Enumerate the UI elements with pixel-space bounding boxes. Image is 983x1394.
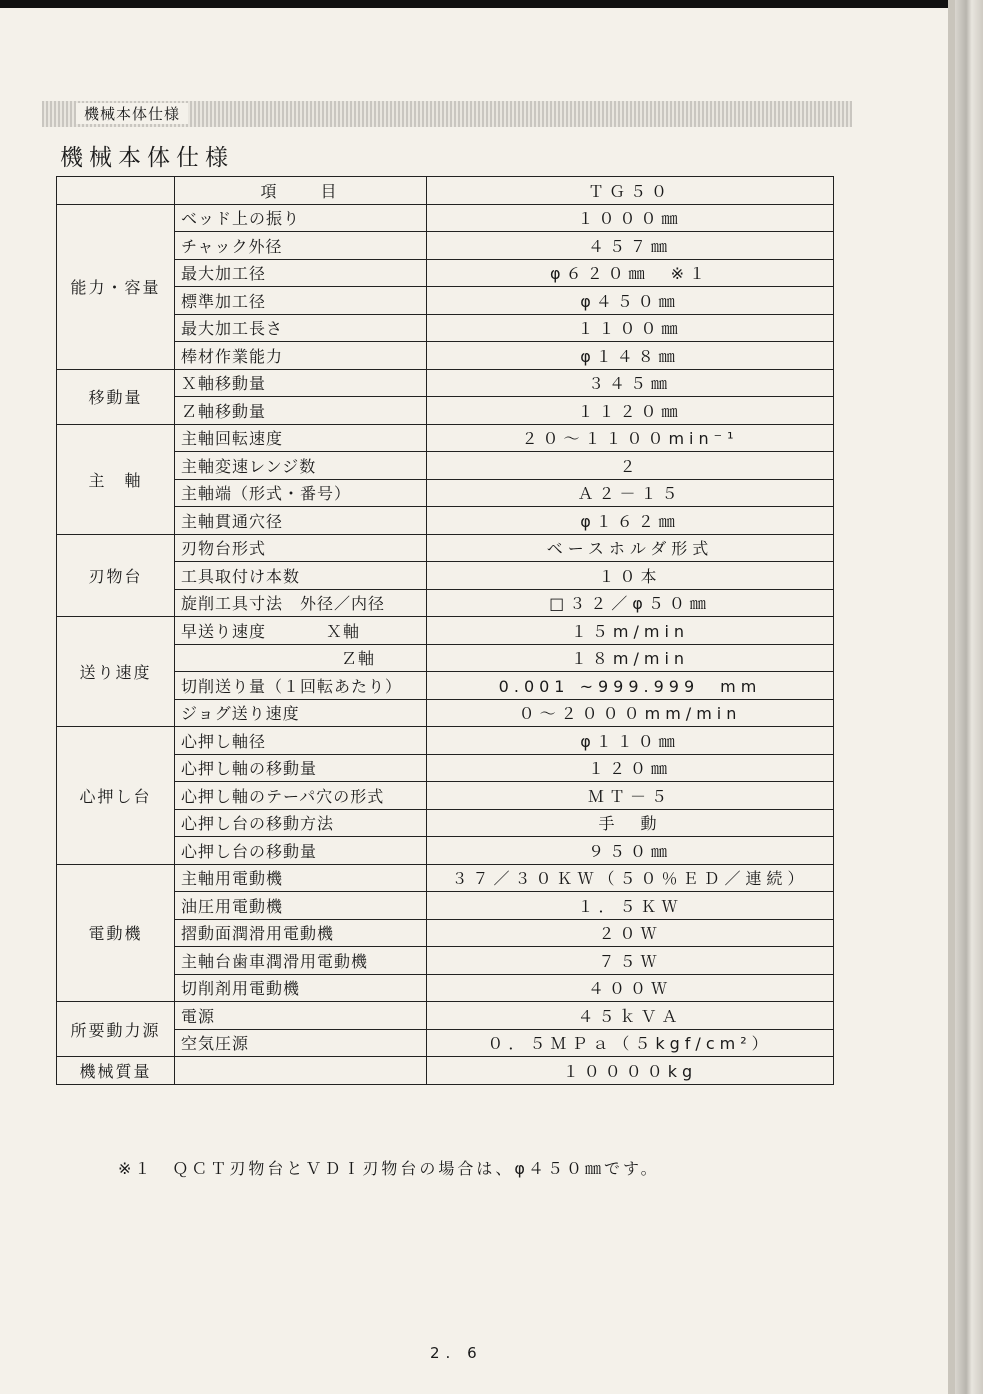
item-label: 心押し軸のテーパ穴の形式 — [181, 786, 385, 806]
item-cell — [175, 947, 427, 975]
table-row — [57, 534, 834, 562]
table-header-row — [57, 177, 834, 205]
item-cell — [175, 754, 427, 782]
item-label: 油圧用電動機 — [181, 896, 284, 916]
item-label: 主軸台歯車潤滑用電動機 — [181, 951, 369, 971]
value-cell: φ４５０㎜ — [427, 287, 834, 315]
value-cell: １００００kg — [427, 1057, 834, 1085]
item-cell — [175, 259, 427, 287]
section-header: 機械本体仕様 — [76, 103, 188, 124]
item-label: 心押し台の移動方法 — [181, 814, 335, 834]
page-title: 機械本体仕様 — [60, 145, 234, 171]
item-cell — [175, 672, 427, 700]
value-cell: １０本 — [427, 562, 834, 590]
table-row — [57, 727, 834, 755]
item-cell — [175, 1002, 427, 1030]
category-cell: 電動機 — [57, 864, 175, 1002]
item-label: 心押し軸径 — [181, 731, 267, 751]
item-label: 旋削工具寸法 外径／内径 — [181, 594, 386, 614]
table-row — [57, 1057, 834, 1085]
spec-table — [56, 176, 834, 1085]
item-cell — [175, 314, 427, 342]
scan-edge-right — [955, 0, 983, 1394]
category-cell: 所要動力源 — [57, 1002, 175, 1057]
category-cell: 心押し台 — [57, 727, 175, 865]
table-row — [57, 369, 834, 397]
value-cell: ２ — [427, 452, 834, 480]
item-cell — [175, 397, 427, 425]
item-label: 主軸用電動機 — [181, 869, 284, 889]
item-cell — [175, 562, 427, 590]
value-cell: １８m/min — [427, 644, 834, 672]
item-label: 切削剤用電動機 — [181, 979, 301, 999]
value-cell: ４５ｋＶＡ — [427, 1002, 834, 1030]
item-cell — [175, 342, 427, 370]
footnote: ※１ ＱＣＴ刃物台とＶＤＩ刃物台の場合は、φ４５０㎜です。 — [118, 1159, 660, 1178]
value-cell: □３２／φ５０㎜ — [427, 589, 834, 617]
value-cell: １２０㎜ — [427, 754, 834, 782]
item-cell — [175, 727, 427, 755]
axis-label: Ｘ軸 — [326, 621, 361, 641]
value-cell: １１２０㎜ — [427, 397, 834, 425]
scan-edge-top — [0, 0, 983, 8]
header-model: ＴＧ５０ — [427, 177, 834, 205]
page-number: 2. 6 — [430, 1344, 483, 1362]
value-cell: ７５Ｗ — [427, 947, 834, 975]
item-label: ベッド上の振り — [181, 209, 301, 229]
value-cell: 手 動 — [427, 809, 834, 837]
item-label: 工具取付け本数 — [181, 566, 301, 586]
item-label: 心押し台の移動量 — [181, 841, 318, 861]
item-cell — [175, 507, 427, 535]
value-cell: １．５ＫＷ — [427, 892, 834, 920]
item-cell — [175, 864, 427, 892]
table-row — [57, 204, 834, 232]
item-cell — [175, 452, 427, 480]
item-label: 最大加工径 — [181, 264, 267, 284]
value-cell: φ１４８㎜ — [427, 342, 834, 370]
item-cell — [175, 892, 427, 920]
item-cell — [175, 369, 427, 397]
item-label: Ｘ軸移動量 — [181, 374, 267, 394]
item-label: 心押し軸の移動量 — [181, 759, 318, 779]
value-cell: ４５７㎜ — [427, 232, 834, 260]
item-label: 主軸回転速度 — [181, 429, 284, 449]
value-cell: ４００Ｗ — [427, 974, 834, 1002]
item-label: 切削送り量（１回転あたり） — [181, 676, 403, 696]
value-cell: ９５０㎜ — [427, 837, 834, 865]
item-cell — [175, 479, 427, 507]
category-cell: 送り速度 — [57, 617, 175, 727]
item-label: 摺動面潤滑用電動機 — [181, 924, 335, 944]
item-label: チャック外径 — [181, 236, 283, 256]
value-cell: φ１１０㎜ — [427, 727, 834, 755]
item-label: 電源 — [181, 1006, 216, 1026]
item-cell — [175, 919, 427, 947]
item-cell — [175, 809, 427, 837]
value-cell: φ６２０㎜ ※１ — [427, 259, 834, 287]
item-label: 早送り速度 — [181, 621, 267, 641]
item-label: 刃物台形式 — [181, 539, 267, 559]
header-blank-cell — [57, 177, 175, 205]
item-label: 主軸端（形式・番号） — [181, 484, 352, 504]
value-cell: ３７／３０ＫＷ（５０％ＥＤ／連続） — [427, 864, 834, 892]
item-cell — [175, 204, 427, 232]
item-label: 標準加工径 — [181, 291, 267, 311]
table-row — [57, 424, 834, 452]
table-row — [57, 617, 834, 645]
category-cell: 移動量 — [57, 369, 175, 424]
item-label: Ｚ軸移動量 — [181, 401, 267, 421]
value-cell: 0.001 ~999.999 mm — [427, 672, 834, 700]
value-cell: φ１６２㎜ — [427, 507, 834, 535]
table-row — [57, 864, 834, 892]
item-cell — [175, 424, 427, 452]
category-cell: 能力・容量 — [57, 204, 175, 369]
category-cell: 機械質量 — [57, 1057, 175, 1085]
item-label: 空気圧源 — [181, 1034, 250, 1054]
item-cell — [175, 974, 427, 1002]
value-cell: ０．５ＭＰａ（５kgf/cm²） — [427, 1029, 834, 1057]
value-cell: １０００㎜ — [427, 204, 834, 232]
table-row — [57, 1002, 834, 1030]
item-cell — [175, 534, 427, 562]
value-cell: １１００㎜ — [427, 314, 834, 342]
value-cell: ０～２０００mm/min — [427, 699, 834, 727]
item-cell — [175, 1057, 427, 1085]
value-cell: Ａ２－１５ — [427, 479, 834, 507]
value-cell: ベースホルダ形式 — [427, 534, 834, 562]
item-cell — [175, 644, 427, 672]
item-label: 主軸貫通穴径 — [181, 511, 284, 531]
value-cell: ＭＴ－５ — [427, 782, 834, 810]
item-cell — [175, 699, 427, 727]
item-label: 最大加工長さ — [181, 319, 284, 339]
item-label: 棒材作業能力 — [181, 346, 284, 366]
value-cell: ３４５㎜ — [427, 369, 834, 397]
category-cell: 主 軸 — [57, 424, 175, 534]
item-cell — [175, 589, 427, 617]
item-label: ジョグ送り速度 — [181, 704, 300, 724]
category-cell: 刃物台 — [57, 534, 175, 617]
item-cell — [175, 837, 427, 865]
item-cell — [175, 782, 427, 810]
value-cell: ２０～１１００min⁻¹ — [427, 424, 834, 452]
item-cell — [175, 287, 427, 315]
header-item: 項 目 — [175, 177, 427, 205]
item-cell — [175, 617, 427, 645]
item-label: 主軸変速レンジ数 — [181, 456, 317, 476]
value-cell: １５m/min — [427, 617, 834, 645]
axis-label: Ｚ軸 — [341, 649, 376, 669]
value-cell: ２０Ｗ — [427, 919, 834, 947]
item-cell — [175, 1029, 427, 1057]
item-cell — [175, 232, 427, 260]
